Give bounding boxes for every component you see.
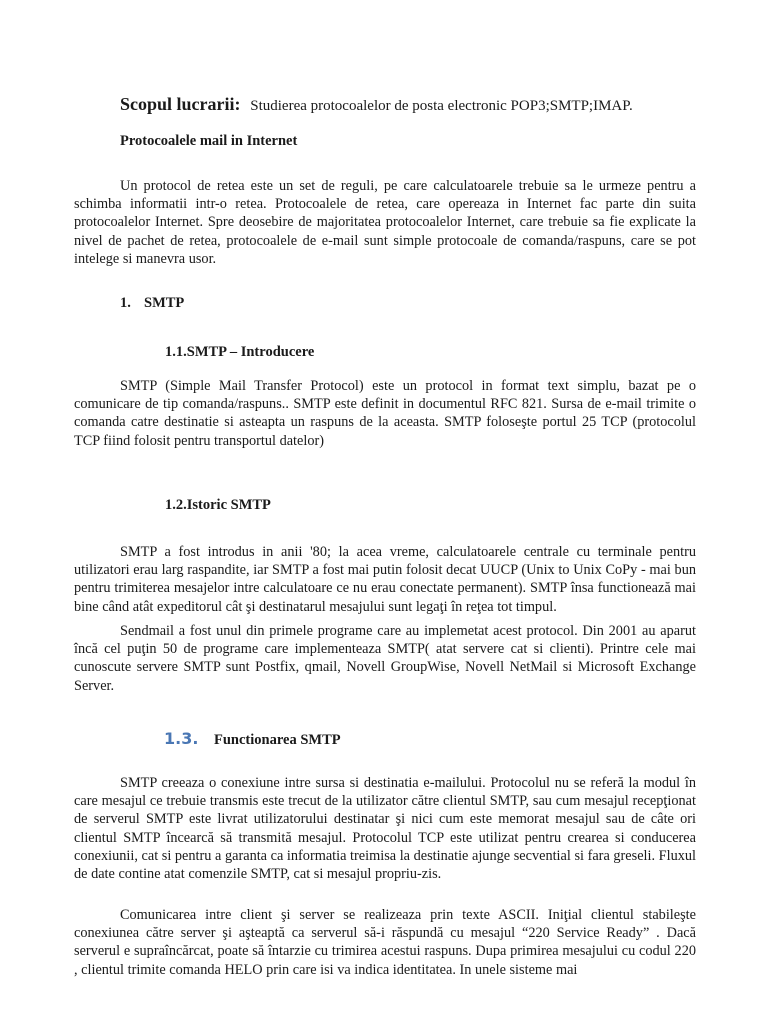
subsection-heading-1-3 (164, 729, 768, 749)
istoric-paragraph-1: SMTP a fost introdus in anii '80; la acea vreme, calculatoarele centrale cu terminale pentru utilizatori erau larg raspandite, iar SMTP a fost mai putin folosit decat UUCP (Unix to Unix CoPy - mai bun pentru trimiterea mesajelor intre calculatoare ce nu erau conectate permanent). SMTP însa functionează mai bine când atât expeditorul cât şi destinatarul mesajului sunt legaţi în reţea tot timpul. (74, 544, 696, 615)
section-heading-smtp (120, 295, 742, 312)
istoric-paragraph-2: Sendmail a fost unul din primele programe care au implemetat acest protocol. Din 2001 au aparut încă cel puţin 50 de programe care implementeaza SMTP( atat servere cat si clienti). Printre cele mai cunoscute servere SMTP sunt Postfix, qmail, Novell GroupWise, Novell NetMail si Microsoft Exchange Server. (74, 623, 696, 694)
functionare-paragraph-2: Comunicarea intre client şi server se realizeaza prin texte ASCII. Iniţial clientul stabileşte conexiunea către server şi aşteaptă ca serverul să-i răspundă cu mesajul “220 Service Ready” . Dacă serverul e supraîncărcat, poate să întarzie cu trimirea acestui raspuns. Dupa primirea mesajului cu codul 220 , clientul trimite comanda HELO prin care isi va indica identitatea. In unele sisteme mai (74, 907, 696, 978)
intro-paragraph: Un protocol de retea este un set de reguli, pe care calculatoarele trebuie sa le urmeze pentru a schimba informatii intr-o retea. Protocoalele de retea, care opereaza in Internet fac parte din suita protocoalelor Internet. Spre deosebire de majoritatea protocoalelor Internet, care trebuie sa fie explicate la nivel de pachet de retea, protocoalele de e-mail sunt simple protocoale de comanda/raspuns, care se pot intelege si manevra usor. (74, 178, 696, 267)
smtp-intro-paragraph: SMTP (Simple Mail Transfer Protocol) este un protocol in format text simplu, bazat pe o comunicare de tip comanda/raspuns.. SMTP este definit in documentul RFC 821. Sursa de e-mail trimite o comanda catre destinatie si asteapta un raspuns de la aceasta. SMTP foloseşte portul 25 TCP (protocolul TCP fiind folosit pentru transportul datelor) (74, 378, 696, 449)
section-title: SMTP (144, 295, 185, 311)
functionare-paragraph-1: SMTP creeaza o conexiune intre sursa si destinatia e-mailului. Protocolul nu se referă la modul în care mesajul ce trebuie transmis este trecut de la utilizator către clientul SMTP, sau cum mesajul recepţionat de serverul SMTP este livrat utilizatorului destinatar şi nici cum este memorat mesajul sau de câte ori clientul SMTP încearcă să transmită mesajul. Protocolul TCP este utilizat pentru crearea si conducerea conexiunii, cat si pentru a garanta ca informatia treimisa la destinatie ajunge secvential si fara greseli. Fluxul de date contine atat comenzile SMTP, cat si mesajul propriu-zis. (74, 775, 696, 883)
subsection-title: Functionarea SMTP (214, 732, 341, 748)
subsection-heading-1-2: 1.2.Istoric SMTP (165, 497, 271, 513)
objective-line (120, 94, 700, 115)
section-number: 1. (120, 295, 131, 311)
subsection-number: 1.3. (164, 729, 199, 748)
subsection-heading-1-1: 1.1.SMTP – Introducere (165, 344, 315, 360)
main-heading: Protocoalele mail in Internet (120, 133, 298, 149)
objective-label: Scopul lucrarii: (120, 94, 241, 114)
objective-text: Studierea protocoalelor de posta electronic POP3;SMTP;IMAP. (250, 98, 633, 114)
